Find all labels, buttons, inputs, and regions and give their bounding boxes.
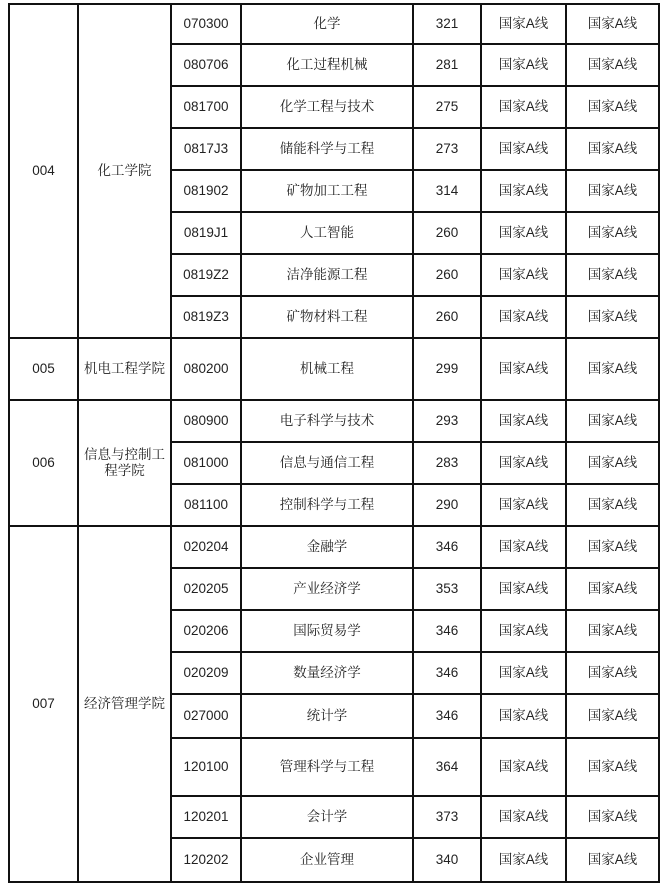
program-code-cell: 081100: [171, 484, 241, 526]
line-type-cell: 国家A线: [481, 526, 566, 568]
line-type-cell: 国家A线: [481, 296, 566, 338]
line-type-cell: 国家A线: [566, 796, 659, 838]
score-cell: 373: [413, 796, 481, 838]
score-cell: 281: [413, 44, 481, 86]
line-type-cell: 国家A线: [481, 170, 566, 212]
score-cell: 260: [413, 212, 481, 254]
line-type-cell: 国家A线: [481, 44, 566, 86]
line-type-cell: 国家A线: [481, 4, 566, 44]
score-cell: 293: [413, 400, 481, 442]
program-code-cell: 081902: [171, 170, 241, 212]
score-cell: 346: [413, 526, 481, 568]
line-type-cell: 国家A线: [566, 212, 659, 254]
line-type-cell: 国家A线: [481, 796, 566, 838]
line-type-cell: 国家A线: [481, 128, 566, 170]
line-type-cell: 国家A线: [566, 610, 659, 652]
table-row: [9, 526, 659, 568]
program-name-cell: 人工智能: [241, 212, 413, 254]
program-name-cell: 化学工程与技术: [241, 86, 413, 128]
program-name-cell: 化工过程机械: [241, 44, 413, 86]
program-code-cell: 020205: [171, 568, 241, 610]
college-id-cell: 005: [9, 338, 78, 400]
line-type-cell: 国家A线: [566, 400, 659, 442]
score-cell: 290: [413, 484, 481, 526]
line-type-cell: 国家A线: [481, 738, 566, 796]
score-cell: 314: [413, 170, 481, 212]
line-type-cell: 国家A线: [481, 400, 566, 442]
college-name-cell: 经济管理学院: [78, 526, 171, 882]
table-row: [9, 4, 659, 44]
program-code-cell: 0817J3: [171, 128, 241, 170]
line-type-cell: 国家A线: [481, 86, 566, 128]
score-cell: 260: [413, 296, 481, 338]
program-code-cell: 080200: [171, 338, 241, 400]
program-name-cell: 洁净能源工程: [241, 254, 413, 296]
program-code-cell: 120202: [171, 838, 241, 882]
college-name-cell: 机电工程学院: [78, 338, 171, 400]
program-code-cell: 0819Z2: [171, 254, 241, 296]
program-code-cell: 120201: [171, 796, 241, 838]
program-code-cell: 020204: [171, 526, 241, 568]
line-type-cell: 国家A线: [481, 610, 566, 652]
program-name-cell: 电子科学与技术: [241, 400, 413, 442]
line-type-cell: 国家A线: [481, 484, 566, 526]
score-cell: 260: [413, 254, 481, 296]
program-code-cell: 0819Z3: [171, 296, 241, 338]
score-cell: 346: [413, 610, 481, 652]
line-type-cell: 国家A线: [566, 526, 659, 568]
table-body: [9, 4, 659, 882]
program-code-cell: 081700: [171, 86, 241, 128]
program-name-cell: 矿物加工工程: [241, 170, 413, 212]
program-name-cell: 控制科学与工程: [241, 484, 413, 526]
program-name-cell: 化学: [241, 4, 413, 44]
line-type-cell: 国家A线: [566, 44, 659, 86]
score-cell: 346: [413, 652, 481, 694]
program-name-cell: 金融学: [241, 526, 413, 568]
program-code-cell: 120100: [171, 738, 241, 796]
program-code-cell: 020206: [171, 610, 241, 652]
line-type-cell: 国家A线: [566, 568, 659, 610]
program-code-cell: 081000: [171, 442, 241, 484]
program-code-cell: 020209: [171, 652, 241, 694]
line-type-cell: 国家A线: [566, 738, 659, 796]
college-id-cell: 006: [9, 400, 78, 526]
line-type-cell: 国家A线: [566, 694, 659, 738]
score-cell: 353: [413, 568, 481, 610]
line-type-cell: 国家A线: [566, 652, 659, 694]
line-type-cell: 国家A线: [481, 652, 566, 694]
score-cell: 346: [413, 694, 481, 738]
line-type-cell: 国家A线: [566, 128, 659, 170]
program-code-cell: 080706: [171, 44, 241, 86]
line-type-cell: 国家A线: [566, 254, 659, 296]
score-cell: 299: [413, 338, 481, 400]
score-cell: 321: [413, 4, 481, 44]
score-cell: 283: [413, 442, 481, 484]
score-cell: 340: [413, 838, 481, 882]
score-cell: 275: [413, 86, 481, 128]
line-type-cell: 国家A线: [481, 254, 566, 296]
program-name-cell: 国际贸易学: [241, 610, 413, 652]
program-name-cell: 信息与通信工程: [241, 442, 413, 484]
line-type-cell: 国家A线: [481, 568, 566, 610]
line-type-cell: 国家A线: [481, 838, 566, 882]
table-row: [9, 400, 659, 442]
program-name-cell: 产业经济学: [241, 568, 413, 610]
college-name-cell: 化工学院: [78, 4, 171, 338]
program-name-cell: 企业管理: [241, 838, 413, 882]
line-type-cell: 国家A线: [566, 484, 659, 526]
line-type-cell: 国家A线: [566, 838, 659, 882]
program-code-cell: 080900: [171, 400, 241, 442]
program-name-cell: 会计学: [241, 796, 413, 838]
program-name-cell: 机械工程: [241, 338, 413, 400]
line-type-cell: 国家A线: [481, 694, 566, 738]
line-type-cell: 国家A线: [566, 296, 659, 338]
program-name-cell: 统计学: [241, 694, 413, 738]
program-code-cell: 027000: [171, 694, 241, 738]
score-cell: 273: [413, 128, 481, 170]
college-name-cell: 信息与控制工程学院: [78, 400, 171, 526]
college-id-cell: 007: [9, 526, 78, 882]
program-name-cell: 数量经济学: [241, 652, 413, 694]
line-type-cell: 国家A线: [566, 86, 659, 128]
program-code-cell: 0819J1: [171, 212, 241, 254]
program-code-cell: 070300: [171, 4, 241, 44]
college-id-cell: 004: [9, 4, 78, 338]
line-type-cell: 国家A线: [481, 338, 566, 400]
line-type-cell: 国家A线: [566, 442, 659, 484]
line-type-cell: 国家A线: [566, 4, 659, 44]
program-name-cell: 储能科学与工程: [241, 128, 413, 170]
line-type-cell: 国家A线: [566, 170, 659, 212]
score-cell: 364: [413, 738, 481, 796]
program-name-cell: 管理科学与工程: [241, 738, 413, 796]
admission-score-table: [8, 3, 660, 883]
line-type-cell: 国家A线: [481, 212, 566, 254]
table-row: [9, 338, 659, 400]
line-type-cell: 国家A线: [566, 338, 659, 400]
program-name-cell: 矿物材料工程: [241, 296, 413, 338]
line-type-cell: 国家A线: [481, 442, 566, 484]
